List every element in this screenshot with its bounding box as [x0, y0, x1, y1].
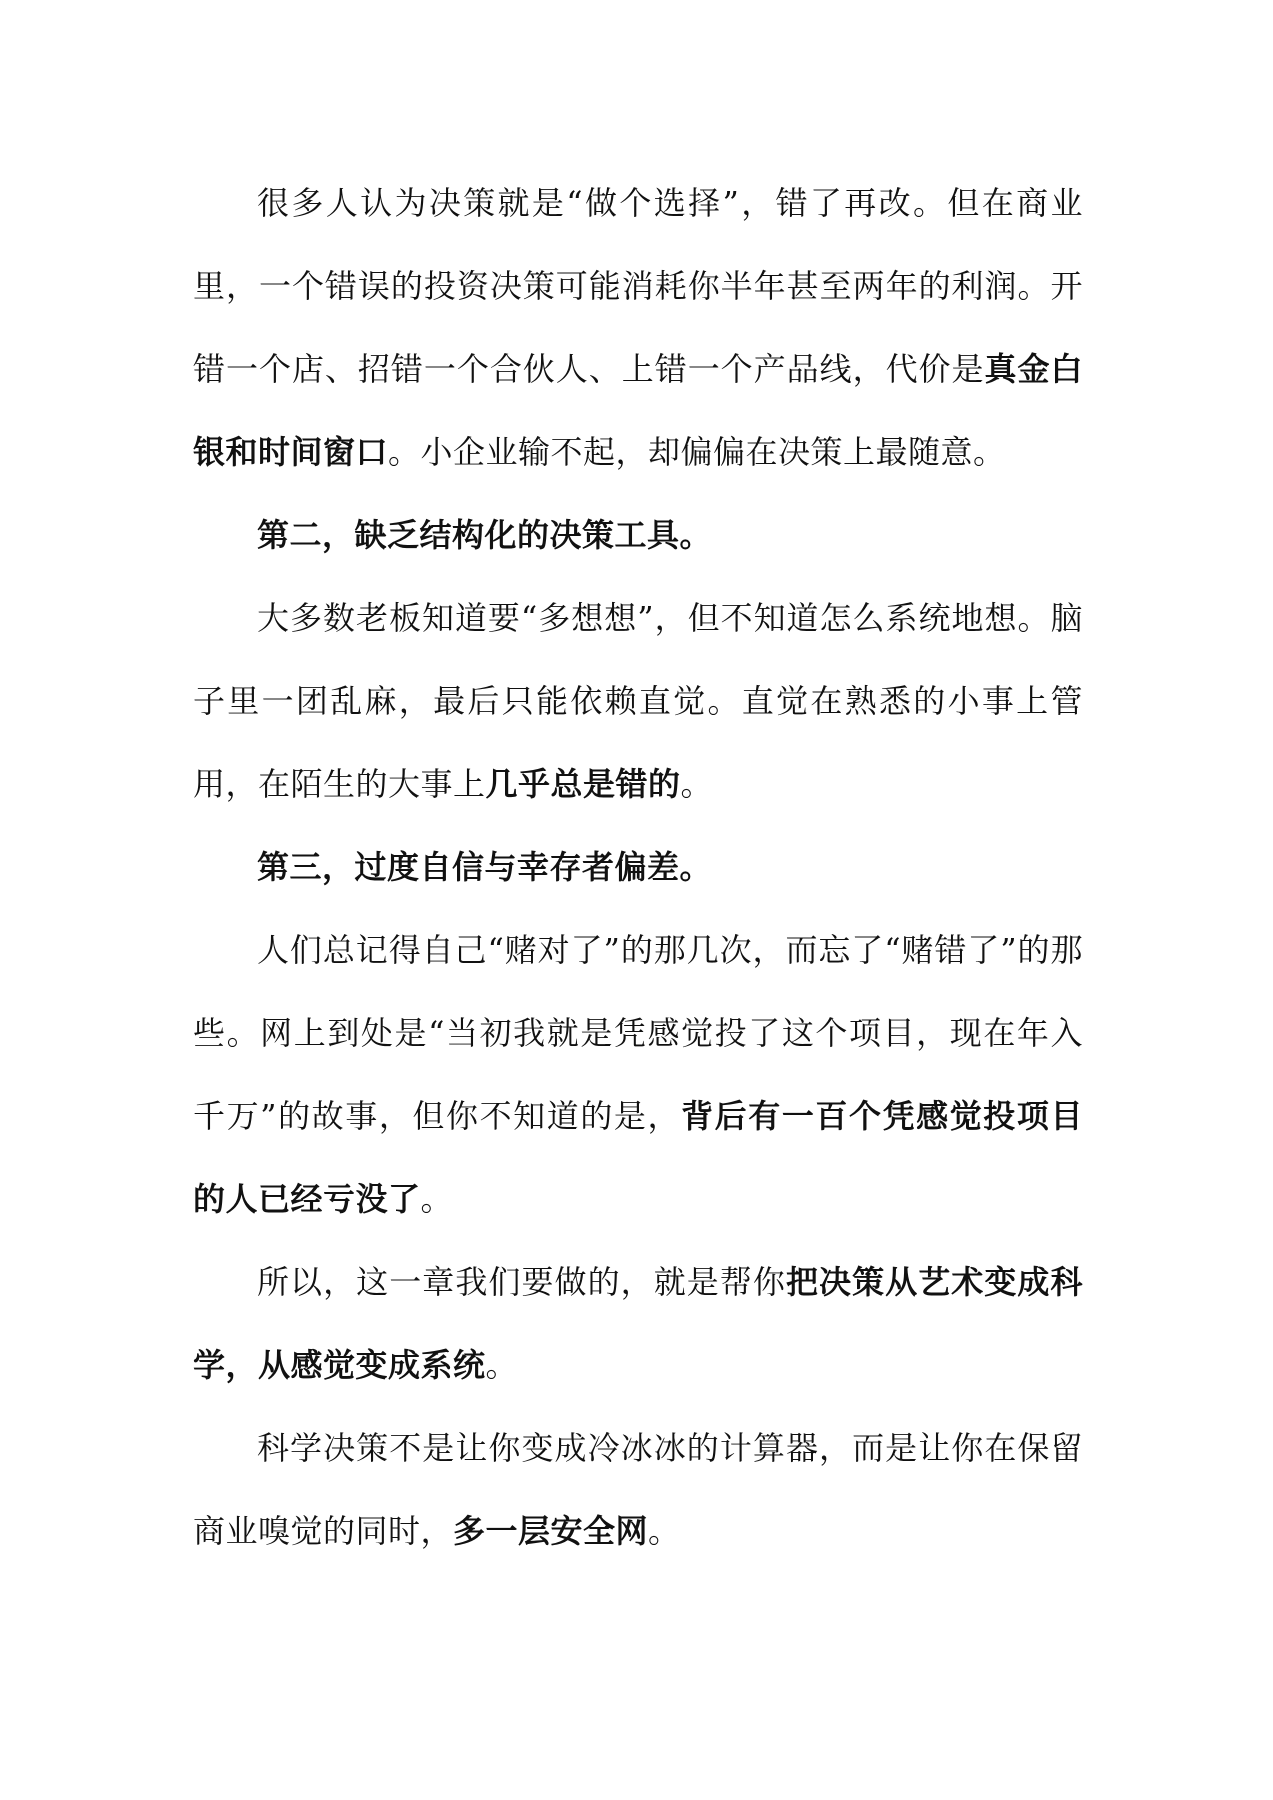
emphasis-text: 真金白银和时间窗口: [193, 350, 1083, 471]
paragraph-text: 。: [648, 1512, 681, 1550]
paragraph-text: 大多数老板知道要“多想想”，但不知道怎么系统地想。脑子里一团乱麻，最后只能依赖直觉。直觉在熟悉的小事上管用，在陌生的大事上: [193, 599, 1083, 803]
paragraph-text: 。: [485, 1346, 519, 1384]
paragraph-safety-net: [193, 1407, 1083, 1573]
emphasis-text: 几乎总是错的: [485, 765, 681, 803]
paragraph-survivor-bias: [193, 909, 1083, 1241]
paragraph-text: 。: [420, 1180, 454, 1218]
paragraph-text: 科学决策不是让你变成冷冰冰的计算器，而是让你在保留商业嗅觉的同时，: [193, 1429, 1083, 1550]
paragraph-text: 。: [680, 765, 714, 803]
paragraph-decision-cost: [193, 162, 1083, 494]
paragraph-text: 很多人认为决策就是“做个选择”，错了再改。但在商业里，一个错误的投资决策可能消耗你半年甚至两年的利润。开错一个店、招错一个合伙人、上错一个产品线，代价是: [193, 184, 1083, 388]
heading-text: 第二，缺乏结构化的决策工具。: [257, 516, 713, 554]
emphasis-text: 多一层安全网: [453, 1512, 649, 1550]
emphasis-text: 背后有一百个凭感觉投项目的人已经亏没了: [193, 1097, 1083, 1218]
paragraph-chapter-goal: [193, 1241, 1083, 1407]
emphasis-text: 把决策从艺术变成科学，从感觉变成系统: [193, 1263, 1083, 1384]
paragraph-text: 。小企业输不起，却偏偏在决策上最随意。: [388, 433, 1006, 471]
paragraph-text: 所以，这一章我们要做的，就是帮你: [257, 1263, 786, 1301]
document-body: [193, 162, 1083, 1573]
paragraph-text: 人们总记得自己“赌对了”的那几次，而忘了“赌错了”的那些。网上到处是“当初我就是凭感觉投了这个项目，现在年入千万”的故事，但你不知道的是，: [193, 931, 1083, 1135]
section-heading-third: [193, 826, 1083, 909]
heading-text: 第三，过度自信与幸存者偏差。: [257, 848, 713, 886]
section-heading-second: [193, 494, 1083, 577]
paragraph-intuition: [193, 577, 1083, 826]
